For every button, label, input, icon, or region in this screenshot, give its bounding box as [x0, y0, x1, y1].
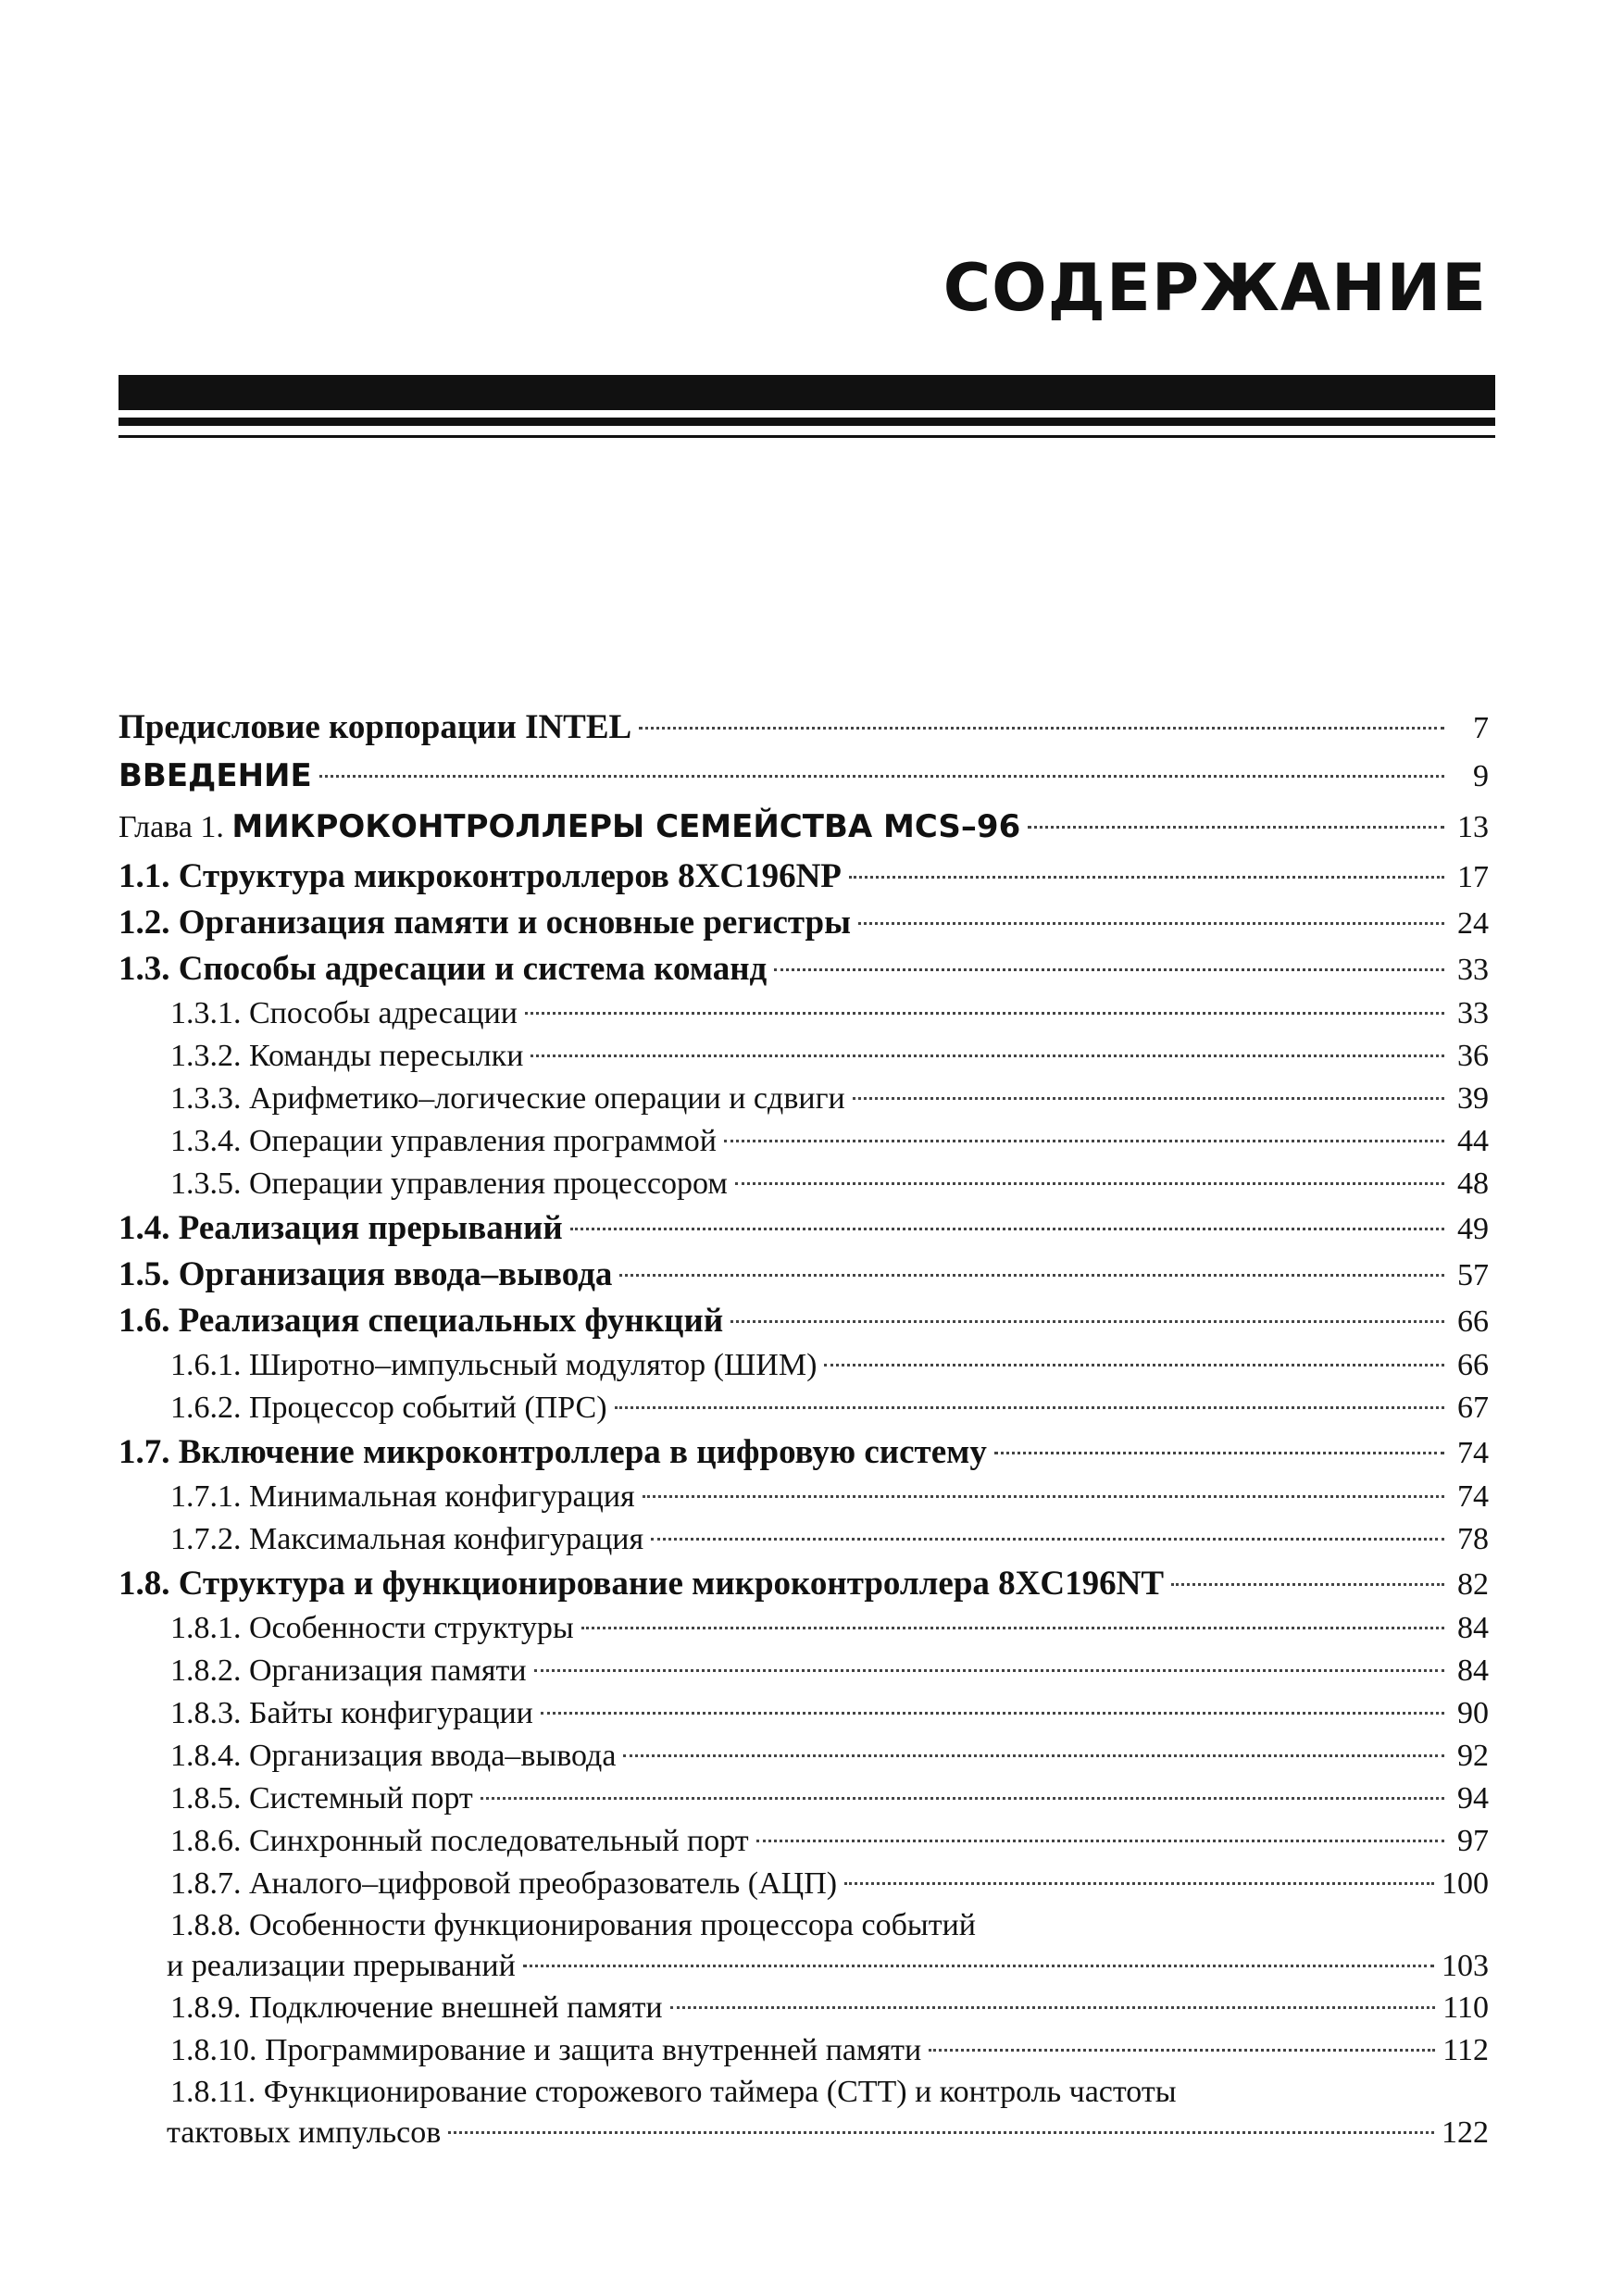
dot-leader [756, 1840, 1444, 1842]
page-title: СОДЕРЖАНИЕ [943, 250, 1487, 326]
table-of-contents [119, 704, 1489, 2153]
dot-leader [319, 775, 1444, 778]
toc-entry-text: Реализация специальных функций [178, 1302, 724, 1340]
toc-entry[interactable] [119, 1518, 1489, 1561]
toc-entry-number: 1.8.1. [170, 1611, 242, 1645]
toc-entry-text: Байты конфигурации [249, 1696, 533, 1730]
toc-entry-page: 78 [1457, 1522, 1489, 1556]
toc-entry-title [170, 2029, 921, 2072]
toc-entry-text: Системный порт [249, 1781, 473, 1816]
toc-entry-title [119, 1205, 563, 1252]
toc-entry[interactable] [119, 1035, 1489, 1078]
toc-entry-title: Предисловие корпорации INTEL [119, 708, 632, 746]
toc-entry-number: 1.8.11. [170, 2075, 256, 2109]
toc-entry-number: 1.8.2. [170, 1653, 242, 1688]
toc-entry[interactable] [119, 1163, 1489, 1205]
toc-section[interactable] [119, 900, 1489, 946]
toc-entry-number: 1.3.3. [170, 1081, 242, 1116]
toc-entry-title [170, 992, 518, 1035]
toc-entry[interactable] [119, 2029, 1489, 2072]
toc-entry-page: 94 [1457, 1781, 1489, 1816]
dot-leader [858, 922, 1444, 925]
dot-leader [534, 1669, 1444, 1672]
toc-entry-title [170, 1863, 837, 1905]
toc-entry-number: 1.6. [119, 1302, 170, 1340]
toc-section[interactable] [119, 1561, 1489, 1607]
toc-entry-text-continued: и реализации прерываний [167, 1949, 516, 1983]
toc-entry-continuation[interactable] [119, 2113, 1489, 2153]
toc-entry-text: Подключение внешней памяти [249, 1990, 663, 2025]
toc-entry-number: 1.8.5. [170, 1781, 242, 1816]
toc-entry-number: 1.8.3. [170, 1696, 242, 1730]
toc-entry-title [119, 900, 851, 946]
toc-entry-title: ВВЕДЕНИЕ [119, 757, 312, 794]
chapter-title: МИКРОКОНТРОЛЛЕРЫ СЕМЕЙСТВА MCS–96 [231, 808, 1021, 845]
dot-leader [531, 1054, 1444, 1057]
dot-leader [774, 968, 1444, 971]
toc-entry-page: 110 [1442, 1990, 1489, 2025]
toc-section[interactable] [119, 854, 1489, 900]
toc-entry-title [170, 1820, 749, 1863]
toc-entry-title [170, 1120, 717, 1163]
toc-section[interactable] [119, 946, 1489, 992]
toc-entry[interactable] [119, 1905, 1489, 1946]
dot-leader [735, 1182, 1444, 1185]
toc-entry-page: 97 [1457, 1824, 1489, 1858]
toc-entry-number: 1.3.5. [170, 1167, 242, 1201]
toc-entry[interactable] [119, 1650, 1489, 1692]
toc-entry-page: 112 [1442, 2033, 1489, 2067]
toc-entry-number: 1.6.1. [170, 1348, 242, 1382]
toc-section[interactable] [119, 1252, 1489, 1298]
toc-entry-page: 122 [1442, 2115, 1489, 2150]
toc-entry-page: 33 [1457, 996, 1489, 1030]
dot-leader [730, 1320, 1444, 1323]
toc-entry-page: 36 [1457, 1039, 1489, 1073]
title-rule-medium [119, 418, 1495, 426]
toc-entry[interactable] [119, 2072, 1489, 2113]
dot-leader [481, 1797, 1444, 1800]
toc-entry[interactable] [119, 1987, 1489, 2029]
dot-leader [844, 1882, 1434, 1885]
toc-entry[interactable] [119, 1476, 1489, 1518]
toc-entry-text: Программирование и защита внутренней памяти [265, 2033, 922, 2067]
toc-entry-page: 9 [1473, 759, 1489, 793]
toc-entry-number: 1.8.7. [170, 1866, 242, 1901]
toc-entry-number: 1.7. [119, 1433, 170, 1471]
toc-entry-title [170, 1650, 527, 1692]
toc-entry-number: 1.3.1. [170, 996, 242, 1030]
toc-entry[interactable] [119, 1820, 1489, 1863]
toc-entry-number: 1.8.8. [170, 1908, 242, 1942]
toc-entry-page: 103 [1442, 1949, 1489, 1983]
toc-entry[interactable] [119, 1607, 1489, 1650]
toc-entry-page: 7 [1473, 711, 1489, 745]
toc-entry-text: Структура микроконтроллеров 8XC196NP [178, 857, 842, 895]
dot-leader [1028, 826, 1444, 829]
title-rule-thick [119, 375, 1495, 410]
toc-entry-text: Процессор событий (ПРС) [249, 1391, 607, 1425]
toc-entry-title [170, 1905, 976, 1946]
toc-entry-text: Организация памяти и основные регистры [178, 904, 851, 942]
toc-entry-title [119, 800, 1020, 855]
toc-entry-intro[interactable] [119, 752, 1489, 800]
toc-entry-title [170, 1778, 473, 1820]
toc-entry-chapter-1[interactable] [119, 800, 1489, 854]
dot-leader [570, 1228, 1444, 1230]
toc-entry-text: Способы адресации [249, 996, 518, 1030]
dot-leader [581, 1627, 1444, 1629]
dot-leader [853, 1097, 1444, 1100]
dot-leader [523, 1965, 1434, 1967]
toc-entry-title [170, 1387, 607, 1429]
toc-entry-text: Арифметико–логические операции и сдвиги [249, 1081, 845, 1116]
toc-entry-number: 1.7.2. [170, 1522, 242, 1556]
toc-entry-text: Максимальная конфигурация [249, 1522, 644, 1556]
toc-entry-text: Структура и функционирование микроконтроллера 8XC196NT [178, 1565, 1165, 1603]
toc-entry-page: 66 [1457, 1348, 1489, 1382]
toc-entry-preface[interactable] [119, 704, 1489, 752]
dot-leader [651, 1538, 1444, 1541]
toc-entry-page: 82 [1457, 1567, 1489, 1602]
toc-entry-title [170, 1987, 663, 2029]
dot-leader [541, 1712, 1444, 1715]
toc-entry-number: 1.8.9. [170, 1990, 242, 2025]
toc-entry-number: 1.5. [119, 1255, 170, 1293]
toc-entry-text: Особенности структуры [249, 1611, 574, 1645]
toc-entry-text: Минимальная конфигурация [249, 1479, 635, 1514]
toc-entry-text: Особенности функционирования процессора событий [249, 1908, 976, 1942]
toc-entry[interactable] [119, 1692, 1489, 1735]
toc-entry-page: 13 [1457, 810, 1489, 844]
toc-entry-page: 49 [1457, 1212, 1489, 1246]
toc-entry-text-continued: тактовых импульсов [167, 2115, 442, 2150]
dot-leader [670, 2006, 1436, 2009]
toc-entry-page: 48 [1457, 1167, 1489, 1201]
toc-entry-page: 74 [1457, 1436, 1489, 1470]
toc-entry[interactable] [119, 992, 1489, 1035]
toc-entry-continuation[interactable] [119, 1946, 1489, 1987]
toc-entry-number: 1.3. [119, 950, 170, 988]
toc-entry-title [119, 1298, 723, 1344]
toc-entry-text: Широтно–импульсный модулятор (ШИМ) [249, 1348, 818, 1382]
toc-entry-page: 92 [1457, 1739, 1489, 1773]
toc-entry-title [170, 1518, 643, 1561]
toc-entry-text: Функционирование сторожевого таймера (СТТ) и контроль частоты [263, 2075, 1177, 2109]
toc-entry-page: 84 [1457, 1653, 1489, 1688]
toc-entry-number: 1.8.6. [170, 1824, 242, 1858]
toc-entry-text: Реализация прерываний [178, 1209, 563, 1247]
toc-entry-text: Организация ввода–вывода [249, 1739, 617, 1773]
toc-entry-number: 1.8.10. [170, 2033, 257, 2067]
toc-entry-text: Способы адресации и система команд [178, 950, 768, 988]
toc-entry-page: 44 [1457, 1124, 1489, 1158]
toc-entry-number: 1.4. [119, 1209, 170, 1247]
toc-entry[interactable] [119, 1863, 1489, 1905]
toc-entry[interactable] [119, 1078, 1489, 1120]
title-rule-thin [119, 435, 1495, 438]
toc-entry-title [119, 854, 842, 900]
toc-entry-title [119, 1561, 1164, 1607]
toc-entry-title [170, 2072, 1177, 2113]
toc-entry-page: 74 [1457, 1479, 1489, 1514]
toc-entry-title [170, 1692, 533, 1735]
toc-entry-page: 66 [1457, 1304, 1489, 1339]
dot-leader [929, 2049, 1435, 2052]
chapter-prefix: Глава 1. [119, 810, 224, 844]
toc-entry-title [170, 1607, 574, 1650]
toc-entry-page: 100 [1442, 1866, 1489, 1901]
toc-entry-text: Аналого–цифровой преобразователь (АЦП) [249, 1866, 838, 1901]
toc-entry-number: 1.6.2. [170, 1391, 242, 1425]
toc-entry[interactable] [119, 1387, 1489, 1429]
dot-leader [994, 1452, 1444, 1454]
toc-entry-text: Организация ввода–вывода [178, 1255, 613, 1293]
dot-leader [619, 1274, 1444, 1277]
toc-entry-title [119, 946, 767, 992]
toc-entry-title [170, 1163, 728, 1205]
toc-entry-number: 1.3.4. [170, 1124, 242, 1158]
toc-entry-text: Организация памяти [249, 1653, 527, 1688]
toc-entry-text: Включение микроконтроллера в цифровую систему [178, 1433, 987, 1471]
toc-entry-page: 57 [1457, 1258, 1489, 1292]
toc-entry-number: 1.2. [119, 904, 170, 942]
toc-section[interactable] [119, 1429, 1489, 1476]
toc-section[interactable] [119, 1298, 1489, 1344]
toc-entry-title [170, 1344, 817, 1387]
toc-entry-page: 33 [1457, 953, 1489, 987]
toc-section[interactable] [119, 1205, 1489, 1252]
toc-entry-number: 1.1. [119, 857, 170, 895]
toc-entry-page: 39 [1457, 1081, 1489, 1116]
dot-leader [448, 2131, 1434, 2134]
toc-entry-number: 1.3.2. [170, 1039, 242, 1073]
dot-leader [643, 1495, 1444, 1498]
dot-leader [623, 1754, 1444, 1757]
dot-leader [849, 876, 1444, 879]
toc-entry-page: 90 [1457, 1696, 1489, 1730]
toc-entry-title [170, 1078, 845, 1120]
dot-leader [724, 1140, 1444, 1142]
toc-entry-page: 24 [1457, 906, 1489, 941]
toc-entry[interactable] [119, 1735, 1489, 1778]
toc-entry-text: Операции управления программой [249, 1124, 717, 1158]
toc-entry-title [119, 1252, 612, 1298]
toc-entry-number: 1.7.1. [170, 1479, 242, 1514]
dot-leader [525, 1012, 1444, 1015]
toc-entry-title [170, 1035, 523, 1078]
toc-entry-title [170, 1735, 616, 1778]
dot-leader [639, 727, 1444, 730]
toc-entry[interactable] [119, 1344, 1489, 1387]
toc-entry-number: 1.8. [119, 1565, 170, 1603]
toc-entry-number: 1.8.4. [170, 1739, 242, 1773]
toc-entries [119, 854, 1489, 2153]
toc-entry-title [170, 1476, 635, 1518]
dot-leader [824, 1364, 1444, 1366]
toc-entry[interactable] [119, 1120, 1489, 1163]
toc-entry-page: 17 [1457, 860, 1489, 894]
dot-leader [1171, 1583, 1444, 1586]
toc-entry-page: 67 [1457, 1391, 1489, 1425]
dot-leader [615, 1406, 1444, 1409]
toc-entry-text: Команды пересылки [249, 1039, 524, 1073]
toc-entry-page: 84 [1457, 1611, 1489, 1645]
toc-entry-text: Операции управления процессором [249, 1167, 728, 1201]
toc-entry-title [119, 1429, 987, 1476]
toc-entry[interactable] [119, 1778, 1489, 1820]
toc-entry-text: Синхронный последовательный порт [249, 1824, 749, 1858]
